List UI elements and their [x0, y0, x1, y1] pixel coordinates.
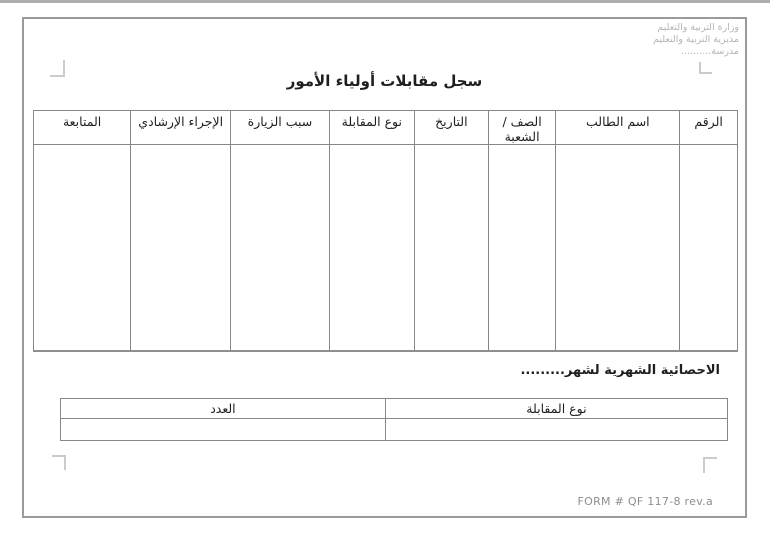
cell-class-section	[488, 145, 556, 351]
col-header-student-name: اسم الطالب	[556, 111, 680, 145]
letterhead-ministry: وزارة التربية والتعليم	[657, 22, 739, 33]
cell-number	[680, 145, 738, 351]
col-header-number: الرقم	[680, 111, 738, 145]
stats-cell-interview-type	[385, 419, 727, 441]
cell-guidance-action	[131, 145, 231, 351]
cell-interview-type	[329, 145, 414, 351]
form-number: FORM # QF 117-8 rev.a	[577, 495, 713, 508]
form-page	[22, 17, 747, 518]
crop-mark-bottom-left	[52, 455, 66, 470]
interviews-table-header-row	[34, 111, 738, 145]
col-header-interview-type: نوع المقابلة	[329, 111, 414, 145]
stats-col-header-count: العدد	[61, 399, 386, 419]
page-title: سجل مقابلات أولياء الأمور	[286, 72, 483, 90]
stats-table-header-row	[61, 399, 728, 419]
col-header-date: التاريخ	[414, 111, 488, 145]
cell-student-name	[556, 145, 680, 351]
stats-col-header-interview-type: نوع المقابلة	[385, 399, 727, 419]
col-header-class-section: الصف / الشعبة	[488, 111, 556, 145]
interviews-table-empty-row	[34, 145, 738, 351]
letterhead	[653, 22, 739, 58]
stats-cell-count	[61, 419, 386, 441]
col-header-visit-reason: سبب الزيارة	[231, 111, 330, 145]
cell-date	[414, 145, 488, 351]
interviews-table	[33, 110, 738, 352]
col-header-guidance-action: الإجراء الإرشادي	[131, 111, 231, 145]
stats-table-empty-row	[61, 419, 728, 441]
viewer-top-edge	[0, 0, 770, 3]
crop-mark-bottom-right	[703, 457, 717, 473]
cell-visit-reason	[231, 145, 330, 351]
cell-follow-up	[34, 145, 131, 351]
monthly-stats-label: الاحصائية الشهرية لشهر.........	[520, 363, 720, 378]
col-header-follow-up: المتابعة	[34, 111, 131, 145]
letterhead-directorate: مديرية التربية والتعليم	[653, 34, 739, 45]
monthly-stats-table	[60, 398, 728, 441]
letterhead-school-line: مدرسة..........	[681, 46, 739, 57]
